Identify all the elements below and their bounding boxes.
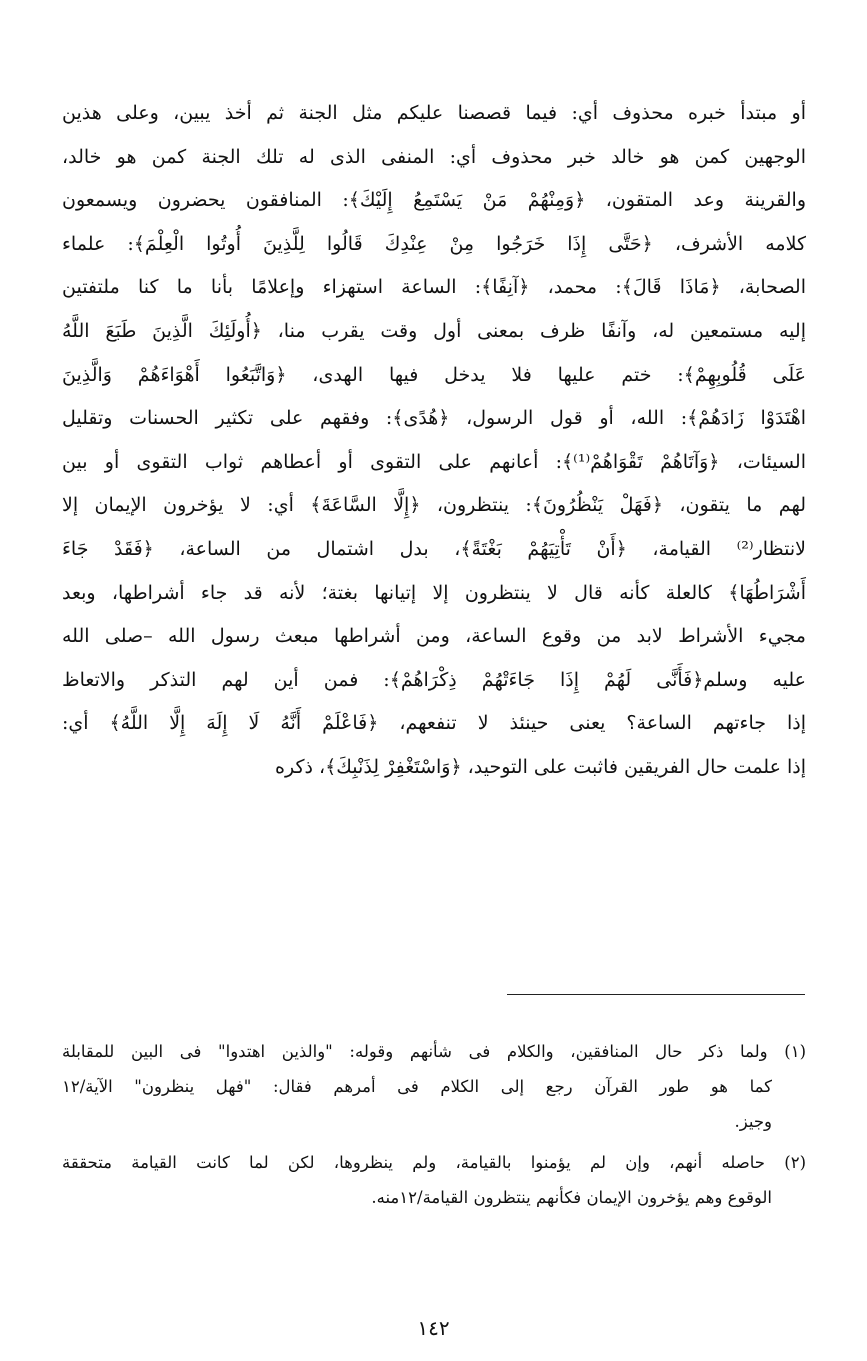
main-text [62, 92, 806, 790]
text-line: الوجهين كمن هو خالد خبر محذوف أي: المنفى الذى له تلك الجنة كمن هو خالد، [62, 145, 806, 168]
text-line: أَشْرَاطُهَا﴾ كالعلة كأنه قال لا ينتظرون إلا إتيانها بغتة؛ لأنه قد جاء أشراطها، وبعد [62, 581, 806, 604]
page-number: ١٤٢ [417, 1316, 450, 1340]
text-line: لانتظار⁽²⁾ القيامة، ﴿أَنْ تَأْتِيَهُمْ بَغْتَةً﴾، بدل اشتمال من الساعة، ﴿فَقَدْ جَاءَ [62, 537, 806, 560]
text-line: الصحابة، ﴿مَاذَا قَالَ﴾: محمد، ﴿آنِفًا﴾: الساعة استهزاء وإعلامًا بأنا ما كنا ملتفتين [62, 276, 806, 299]
text-line: إليه مستمعين له، وآنفًا ظرف بمعنى أول وقت يقرب منا، ﴿أُولَئِكَ الَّذِينَ طَبَعَ اللَّهُ [62, 319, 806, 342]
text-line: إذا جاءتهم الساعة؟ يعنى حينئذ لا تنفعهم، ﴿فَاعْلَمْ أَنَّهُ لَا إِلَهَ إِلَّا اللَّهُ﴾ أي: [62, 712, 806, 735]
text-line: مجيء الأشراط لابد من وقوع الساعة، ومن أشراطها مبعث رسول الله –صلى الله [62, 625, 806, 648]
text-line: اهْتَدَوْا زَادَهُمْ﴾: الله، أو قول الرسول، ﴿هُدًى﴾: وفقهم على تكثير الحسنات وتقليل [62, 407, 806, 430]
text-line: كلامه الأشرف، ﴿حَتَّى إِذَا خَرَجُوا مِنْ عِنْدِكَ قَالُوا لِلَّذِينَ أُوتُوا الْعِلْمَ﴾: علماء [62, 232, 806, 255]
text-line: عليه وسلم﴿فَأَنَّى لَهُمْ إِذَا جَاءَتْهُمْ ذِكْرَاهُمْ﴾: فمن أين لهم التذكر والاتعاظ [62, 668, 806, 691]
footnote-1-line: (١) ولما ذكر حال المنافقين، والكلام فى شأنهم وقوله: "والذين اهتدوا" فى البين للمقابلة [62, 1042, 806, 1061]
text-line: إذا علمت حال الفريقين فاثبت على التوحيد، ﴿وَاسْتَغْفِرْ لِذَنْبِكَ﴾، ذكره [275, 755, 806, 778]
footnote-2-line: الوقوع وهم يؤخرون الإيمان فكأنهم ينتظرون القيامة/١٢منه. [371, 1188, 772, 1207]
text-line: أو مبتدأ خبره محذوف أي: فيما قصصنا عليكم مثل الجنة ثم أخذ يبين، وعلى هذين [62, 102, 806, 124]
footnotes [62, 1034, 806, 1215]
footnote-1-line: وجيز. [734, 1112, 772, 1131]
text-line: السيئات، ﴿وَآتَاهُمْ تَقْوَاهُمْ⁽¹⁾﴾: أعانهم على التقوى أو أعطاهم ثواب التقوى أو بين [62, 450, 806, 473]
footnote-divider [507, 994, 805, 995]
text-line: لهم ما يتقون، ﴿فَهَلْ يَنْظُرُونَ﴾: ينتظرون، ﴿إِلَّا السَّاعَةَ﴾ أي: لا يؤخرون الإيمان إلا [62, 494, 806, 517]
text-line: عَلَى قُلُوبِهِمْ﴾: ختم عليها فلا يدخل فيها الهدى، ﴿وَاتَّبَعُوا أَهْوَاءَهُمْ وَالَّذِينَ [62, 363, 806, 386]
text-line: والقرينة وعد المتقون، ﴿وَمِنْهُمْ مَنْ يَسْتَمِعُ إِلَيْكَ﴾: المنافقون يحضرون ويسمعون [62, 189, 806, 212]
footnote-1-line: كما هو طور القرآن رجع إلى الكلام فى أمرهم فقال: "فهل ينظرون" الآية/١٢ [62, 1077, 772, 1096]
footnote-2-line: (٢) حاصله أنهم، وإن لم يؤمنوا بالقيامة، ولم ينظروها، لكن لما كانت القيامة متحققة [62, 1153, 806, 1172]
